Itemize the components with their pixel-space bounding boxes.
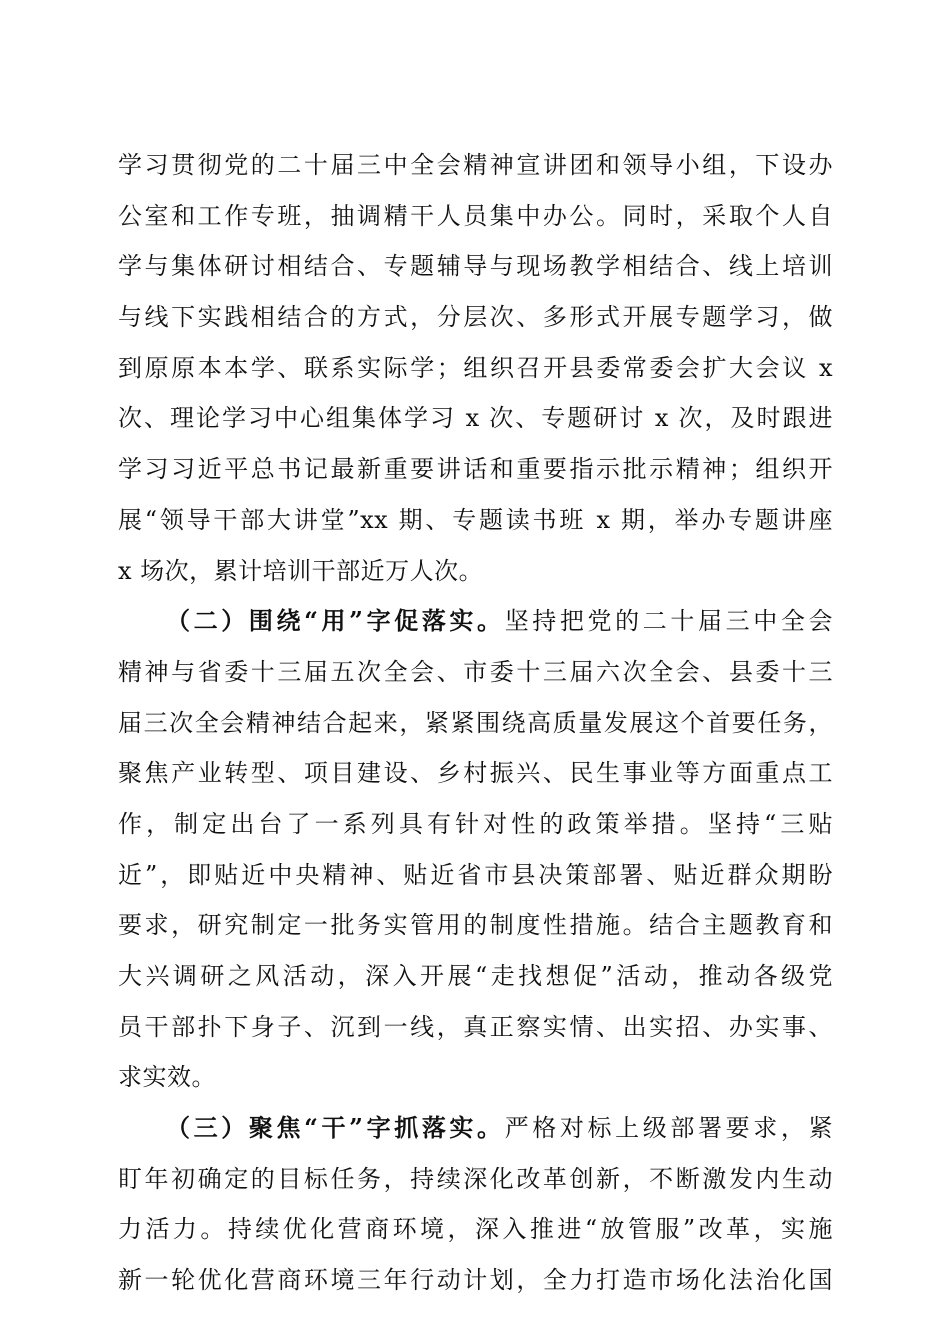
document-body — [118, 140, 833, 1306]
text-line: 新一轮优化营商环境三年行动计划，全力打造市场化法治化国 — [118, 1266, 833, 1295]
text-line: 次、理论学习中心组集体学习 x 次、专题研讨 x 次，及时跟进 — [118, 404, 833, 433]
text-line: 公室和工作专班，抽调精干人员集中办公。同时，采取个人自 — [118, 201, 833, 230]
text-line: 与线下实践相结合的方式，分层次、多形式开展专题学习，做 — [118, 303, 833, 332]
text-line: 力活力。持续优化营商环境，深入推进“放管服”改革，实施 — [118, 1215, 833, 1244]
section-first-line — [118, 596, 833, 647]
text-line: 精神与省委十三届五次全会、市委十三届六次全会、县委十三 — [118, 657, 833, 686]
text-line: 展“领导干部大讲堂”xx 期、专题读书班 x 期，举办专题讲座 — [118, 505, 833, 534]
text-line: 届三次全会精神结合起来，紧紧围绕高质量发展这个首要任务， — [118, 708, 833, 737]
text-line: 员干部扑下身子、沉到一线，真正察实情、出实招、办实事、 — [118, 1012, 833, 1041]
text-line: 盯年初确定的目标任务，持续深化改革创新，不断激发内生动 — [118, 1164, 833, 1193]
section-text: 严格对标上级部署要求，紧 — [504, 1114, 834, 1143]
section-heading: （三）聚焦“干”字抓落实。 — [166, 1113, 505, 1143]
section-text: 坚持把党的二十届三中全会 — [504, 607, 834, 636]
text-line: 到原原本本学、联系实际学；组织召开县委常委会扩大会议 x — [118, 353, 833, 382]
text-line: 聚焦产业转型、项目建设、乡村振兴、民生事业等方面重点工 — [118, 759, 833, 788]
text-line: x 场次，累计培训干部近万人次。 — [118, 556, 484, 585]
text-line: 要求，研究制定一批务实管用的制度性措施。结合主题教育和 — [118, 911, 833, 940]
text-line: 大兴调研之风活动，深入开展“走找想促”活动，推动各级党 — [118, 962, 833, 990]
section-heading: （二）围绕“用”字促落实。 — [166, 606, 505, 636]
section-first-line — [118, 1103, 833, 1154]
text-line: 作，制定出台了一系列具有针对性的政策举措。坚持“三贴 — [118, 809, 833, 838]
text-line: 学与集体研讨相结合、专题辅导与现场教学相结合、线上培训 — [118, 252, 833, 281]
text-line: 学习习近平总书记最新重要讲话和重要指示批示精神；组织开 — [118, 455, 833, 484]
text-line: 近”，即贴近中央精神、贴近省市县决策部署、贴近群众期盼 — [118, 860, 833, 889]
text-line: 学习贯彻党的二十届三中全会精神宣讲团和领导小组，下设办 — [118, 151, 833, 179]
text-line: 求实效。 — [118, 1063, 216, 1092]
